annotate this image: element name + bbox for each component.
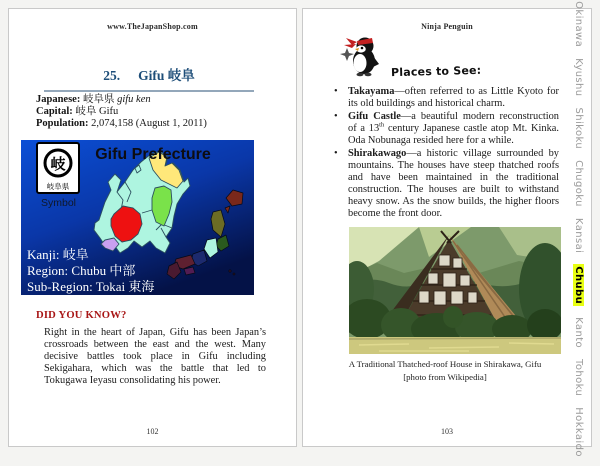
region-tab-shikoku[interactable]: Shikoku [573, 107, 585, 150]
region-tab-okinawa[interactable]: Okinawa [573, 1, 585, 48]
left-page [8, 8, 297, 447]
meta-capital: Capital: 岐阜 Gifu [36, 106, 119, 118]
region-tab-kyushu[interactable]: Kyushu [573, 58, 585, 97]
map-kanji-line: Kanji: 岐阜 [27, 247, 89, 262]
ninja-penguin-icon [339, 34, 385, 78]
photo-caption-line1: A Traditional Thatched-roof House in Shirakawa, Gifu [348, 359, 542, 369]
photo-caption-line2: [photo from Wikipedia] [403, 371, 487, 382]
list-item-shirakawago: • Shirakawago—a historic village surrounded by mountains. The houses have steep thatched roofs and have been maintained in the traditional construction. The houses are built to withstand heavy snow. As the snow builds, the higher floors become the front door. [331, 148, 559, 220]
map-subregion-line: Sub-Region: Tokai 東海 [27, 279, 155, 294]
region-tab-chugoku[interactable]: Chugoku [573, 160, 585, 207]
prefecture-symbol-box [37, 143, 79, 193]
shirakawa-house-photo [349, 227, 561, 354]
list-item-takayama: • Takayama—often referred to as Little Kyoto for its old buildings and historical charm. [331, 86, 559, 110]
region-tab-tohoku[interactable]: Tohoku [573, 359, 585, 397]
right-page-number: 103 [441, 427, 453, 436]
region-tab-kanto[interactable]: Kanto [573, 317, 585, 349]
places-list [331, 86, 559, 221]
photo-caption [323, 358, 567, 383]
map-region-line: Region: Chubu 中部 [27, 263, 136, 278]
left-page-number: 102 [146, 427, 159, 436]
gifu-emblem-glyph: 岐 [50, 155, 66, 173]
meta-population: Population: 2,074,158 (August 1, 2011) [36, 118, 207, 130]
chapter-heading [44, 64, 254, 92]
region-tab-kansai[interactable]: Kansai [573, 217, 585, 254]
region-tab-chubu-active[interactable]: Chubu [573, 266, 585, 305]
chapter-number: 25. [103, 68, 121, 83]
list-item-gifu-castle: • Gifu Castle—a beautiful modern reconstruction of a 13th century Japanese castle atop Mt. Kinka. Oda Nobunaga resided here for a while. [331, 111, 559, 147]
prefecture-meta [36, 94, 276, 131]
region-tab-hokkaido[interactable]: Hokkaido [573, 407, 585, 457]
gifu-prefecture-map-image [21, 140, 254, 295]
right-page [302, 1, 592, 457]
did-you-know-body: Right in the heart of Japan, Gifu has been Japan’s crossroads between the east and the west. Many decisive battles took place in Gifu including Sekigahara, which was the battle that led to Tokugawa Ieyasu consolidating his power. [44, 327, 266, 386]
region-tab-rail [571, 1, 587, 457]
places-to-see-heading: Places to See: [390, 63, 482, 80]
symbol-kanji-label: 岐阜県 [46, 182, 70, 191]
right-running-head: Ninja Penguin [421, 22, 473, 31]
map-title: Gifu Prefecture [95, 146, 211, 163]
symbol-caption: Symbol [41, 197, 77, 209]
left-running-head[interactable]: www.TheJapanShop.com [107, 22, 198, 31]
chapter-title: Gifu 岐阜 [138, 68, 195, 83]
did-you-know-heading: DID YOU KNOW? [36, 310, 127, 321]
shuriken-icon [340, 48, 354, 61]
meta-japanese: Japanese: 岐阜県 gifu ken [36, 94, 151, 105]
